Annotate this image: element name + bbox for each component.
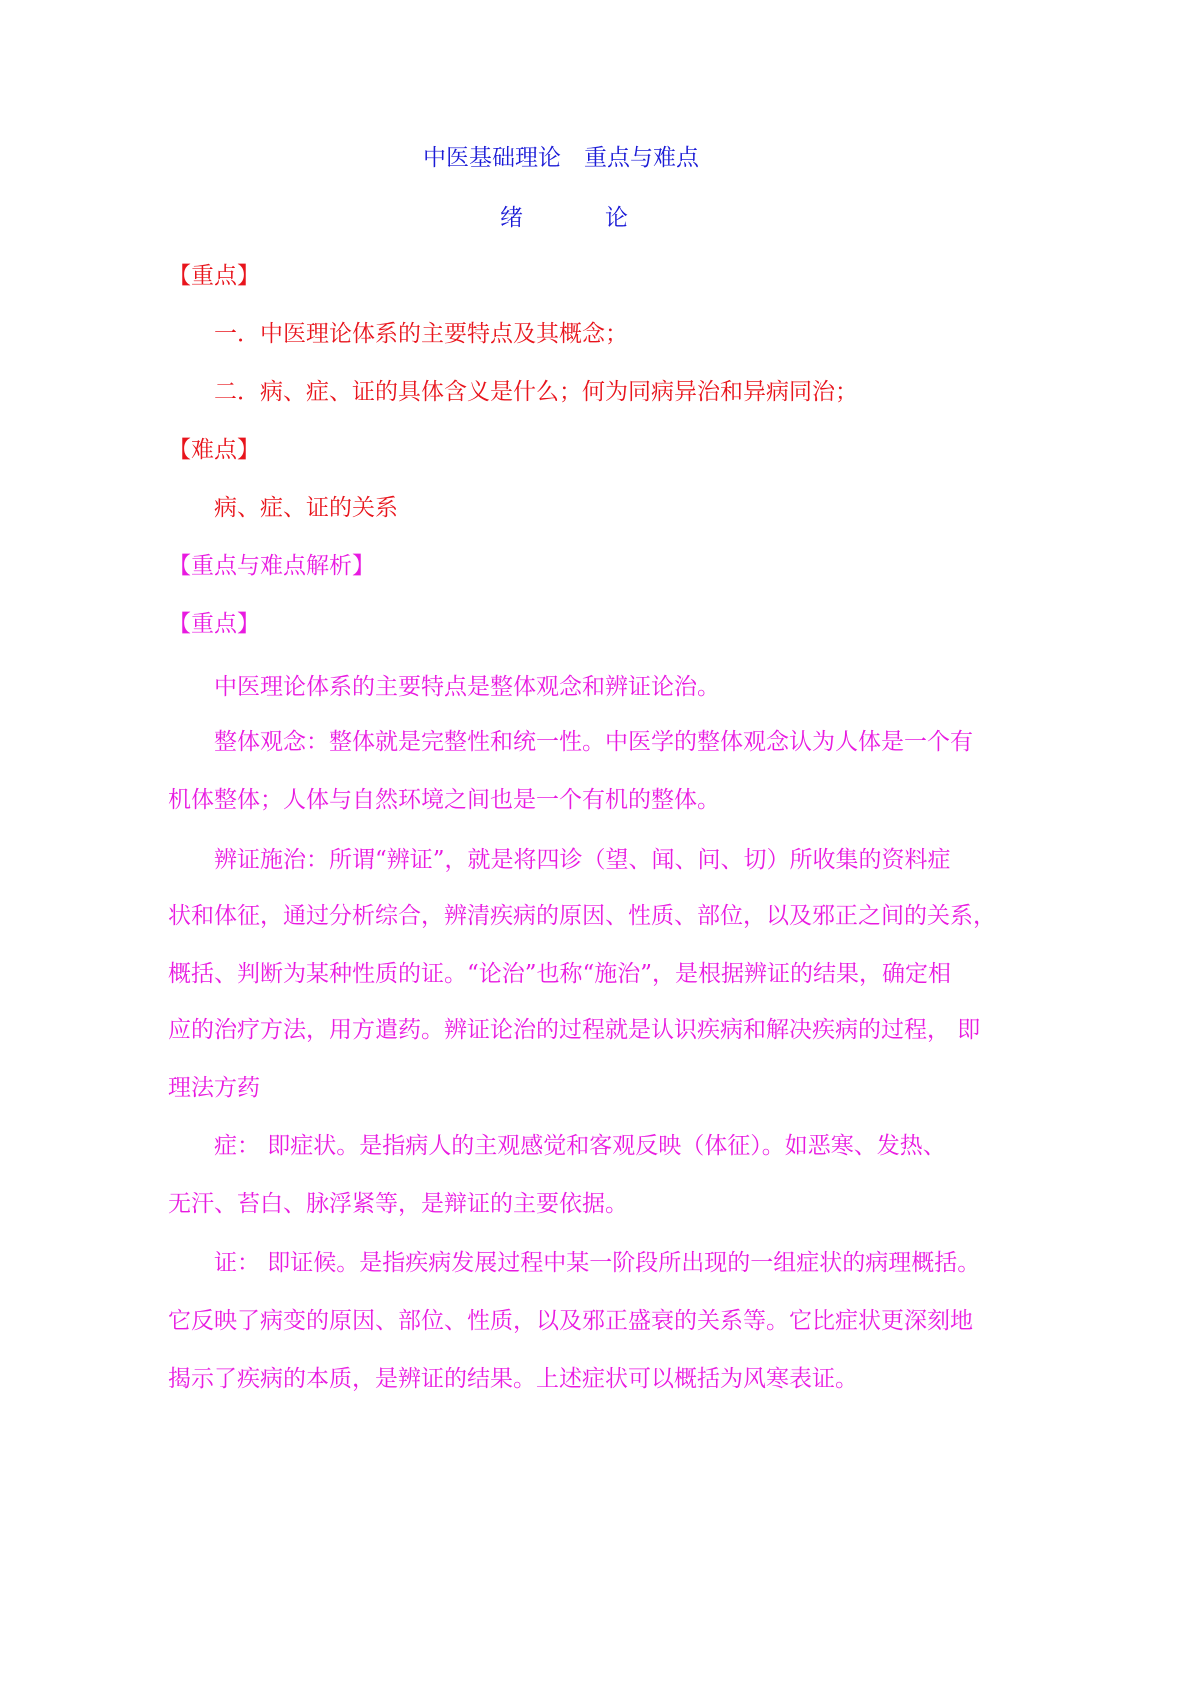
paragraph-line: 无汗、苔白、脉浮紧等，是辩证的主要依据。: [168, 1191, 628, 1217]
paragraph-line: 它反映了病变的原因、部位、性质，以及邪正盛衰的关系等。它比症状更深刻地: [168, 1308, 973, 1334]
paragraph-line: 状和体征，通过分析综合，辨清疾病的原因、性质、部位，以及邪正之间的关系，: [168, 903, 996, 929]
key-point-item: 一．中医理论体系的主要特点及其概念；: [214, 321, 628, 347]
paragraph-line: 证： 即证候。是指疾病发展过程中某一阶段所出现的一组症状的病理概括。: [214, 1250, 981, 1276]
key-points-heading: 【重点】: [168, 263, 260, 289]
analysis-sub-heading: 【重点】: [168, 611, 260, 637]
paragraph-line: 中医理论体系的主要特点是整体观念和辨证论治。: [214, 674, 720, 700]
difficult-points-text: 病、症、证的关系: [214, 495, 398, 521]
paragraph-line: 理法方药: [168, 1075, 260, 1101]
paragraph-line: 概括、判断为某种性质的证。“论治”也称“施治”，是根据辨证的结果，确定相: [168, 961, 952, 987]
paragraph-line: 整体观念：整体就是完整性和统一性。中医学的整体观念认为人体是一个有: [214, 729, 973, 755]
paragraph-line: 应的治疗方法，用方遣药。辨证论治的过程就是认识疾病和解决疾病的过程， 即: [168, 1017, 981, 1043]
paragraph-line: 机体整体；人体与自然环境之间也是一个有机的整体。: [168, 787, 720, 813]
paragraph-line: 揭示了疾病的本质，是辨证的结果。上述症状可以概括为风寒表证。: [168, 1366, 858, 1392]
document-subtitle: [500, 203, 628, 233]
subtitle-left: 绪: [500, 205, 523, 231]
difficult-points-heading: 【难点】: [168, 437, 260, 463]
analysis-heading: 【重点与难点解析】: [168, 553, 375, 579]
subtitle-right: 论: [605, 205, 628, 231]
paragraph-line: 症： 即症状。是指病人的主观感觉和客观反映（体征）。如恶寒、发热、: [214, 1133, 946, 1159]
paragraph-line: 辨证施治：所谓“辨证”，就是将四诊（望、闻、问、切）所收集的资料症: [214, 847, 951, 873]
key-point-item: 二．病、症、证的具体含义是什么；何为同病异治和异病同治；: [214, 379, 858, 405]
document-title: 中医基础理论 重点与难点: [423, 145, 699, 171]
